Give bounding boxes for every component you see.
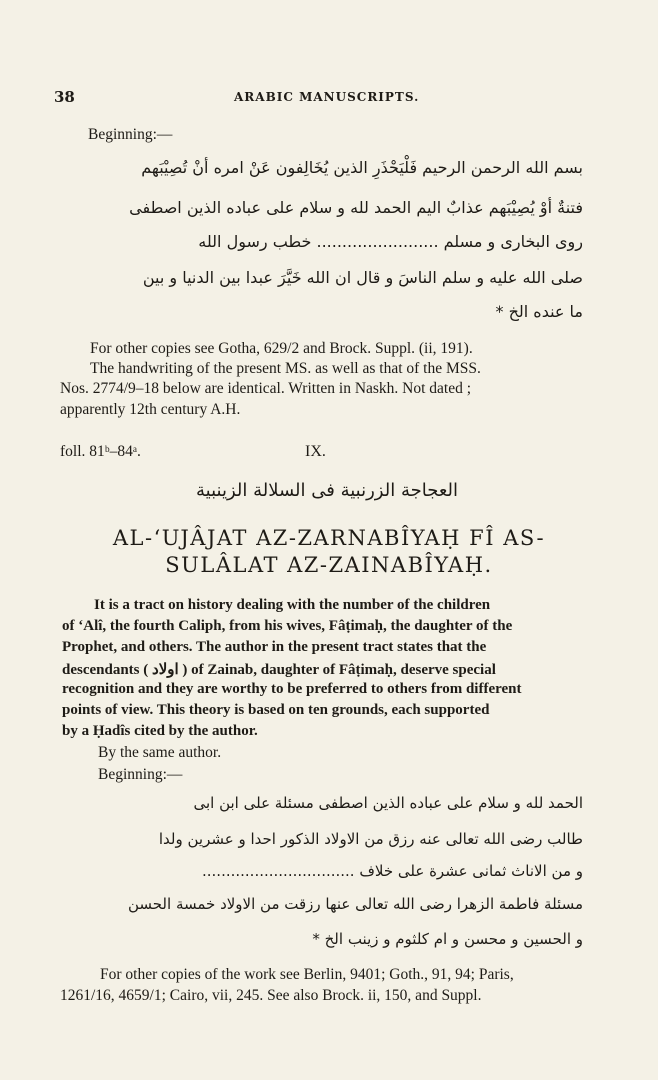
arabic-line: ما عنده الخ * xyxy=(495,302,583,321)
folio-reference: foll. 81ᵇ–84ᵃ. xyxy=(60,443,141,460)
arabic-line: الحمد لله و سلام على عباده الذين اصطفى مسئلة على ابن ابى xyxy=(193,794,583,812)
arabic-line: روى البخارى و مسلم ........................ خطب رسول الله xyxy=(198,232,583,251)
arabic-line: بسم الله الرحمن الرحيم فَلْيَحْذَرِ الذين يُخَالِفون عَنْ امره أنْ تُصِيْبَهم xyxy=(141,158,583,177)
description-line: points of view. This theory is based on ten grounds, each supported xyxy=(62,702,490,718)
title-line: AL-‘UJÂJAT AZ-ZARNABÎYAḤ FÎ AS- xyxy=(112,526,546,550)
page-header xyxy=(54,88,584,108)
arabic-line: صلى الله عليه و سلم الناسَ و قال ان الله خَيَّرَ عبدا بين الدنيا و بين xyxy=(142,268,583,287)
description-line: recognition and they are worthy to be preferred to others from different xyxy=(62,681,522,697)
running-title: ARABIC MANUSCRIPTS. xyxy=(234,90,420,104)
arabic-line: و من الاناث ثمانى عشرة على خلاف ................................ xyxy=(202,862,583,880)
author-note: By the same author. xyxy=(98,744,222,761)
note-line: apparently 12th century A.H. xyxy=(60,401,241,418)
arabic-line: طالب رضى الله تعالى عنه رزق من الاولاد الذكور احدا و عشرين ولدا xyxy=(158,830,583,848)
description-line: Prophet, and others. The author in the present tract states that the xyxy=(62,639,487,655)
beginning-label: Beginning:— xyxy=(88,126,173,143)
beginning-label: Beginning:— xyxy=(98,766,183,783)
note-line: For other copies see Gotha, 629/2 and Brock. Suppl. (ii, 191). xyxy=(90,340,473,357)
section-number: IX. xyxy=(305,443,326,460)
note-line: The handwriting of the present MS. as well as that of the MSS. xyxy=(90,360,481,377)
note-line: 1261/16, 4659/1; Cairo, vii, 245. See also Brock. ii, 150, and Suppl. xyxy=(60,987,482,1004)
arabic-line: مسئلة فاطمة الزهرا رضى الله تعالى عنها رزقت من الاولاد خمسة الحسن xyxy=(127,895,583,913)
description-line: descendants ( اولاد ) of Zainab, daughter of Fâṭimaḥ, deserve special xyxy=(62,662,496,678)
page-number: 38 xyxy=(54,88,75,106)
description-line: by a Ḥadîs cited by the author. xyxy=(62,723,258,739)
arabic-title: العجاجة الزرنبية فى السلالة الزينبية xyxy=(196,480,458,501)
arabic-line: و الحسين و محسن و ام كلثوم و زينب الخ * xyxy=(312,930,583,948)
description-line: of ‘Alî, the fourth Caliph, from his wives, Fâṭimaḥ, the daughter of the xyxy=(62,618,513,634)
note-line: For other copies of the work see Berlin, 9401; Goth., 91, 94; Paris, xyxy=(100,966,514,983)
description-line: It is a tract on history dealing with the number of the children xyxy=(94,597,491,613)
title-line: SULÂLAT AZ-ZAINABÎYAḤ. xyxy=(165,553,493,577)
note-line: Nos. 2774/9–18 below are identical. Written in Naskh. Not dated ; xyxy=(60,380,472,397)
arabic-line: فتنةٌ أوْ يُصِيْبَهم عذابٌ اليم الحمد لله و سلام على عباده الذين اصطفى xyxy=(129,198,583,217)
